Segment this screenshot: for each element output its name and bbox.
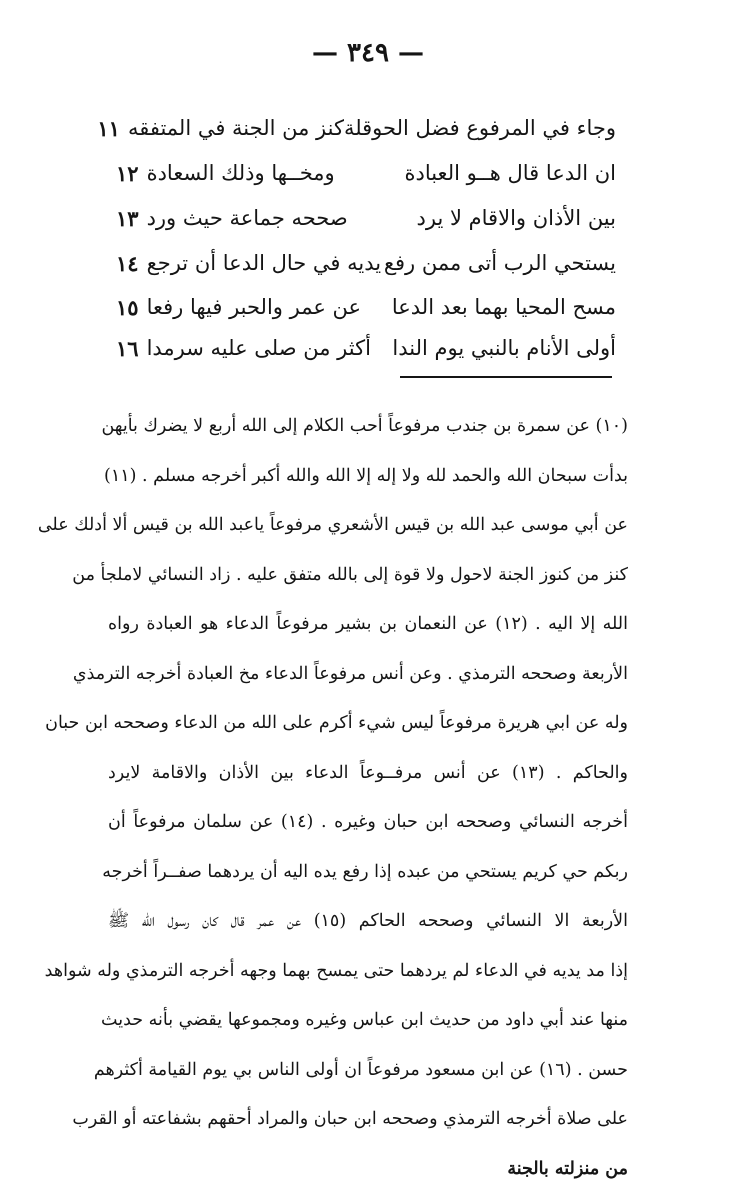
commentary-line: إذا مد يديه في الدعاء لم يردهما حتى يمسح بهما وجهه أخرجه الترمذي وله شواهد [108,947,628,997]
verse-second-hemistich: كنز من الجنة في المتفقه [128,116,344,140]
verse-second-hemistich: عن عمر والحبر فيها رفعا [147,295,362,319]
commentary-line: عن أبي موسى عبد الله بن قيس الأشعري مرفوعاً ياعبد الله بن قيس ألا أدلك على [108,501,628,551]
commentary-line: أخرجه النسائي وصححه ابن حبان وغيره . (١٤) عن سلمان مرفوعاً أن [108,798,628,848]
commentary-line: الأربعة وصححه الترمذي . وعن أنس مرفوعاً الدعاء مخ العبادة أخرجه الترمذي [108,650,628,700]
commentary-line: على صلاة أخرجه الترمذي وصححه ابن حبان والمراد أحقهم بشفاعته أو القرب [108,1095,628,1145]
separator-rule [400,376,612,378]
verse-number: ١٣ [116,206,139,231]
commentary-line: (١٠) عن سمرة بن جندب مرفوعاً أحب الكلام إلى الله أربع لا يضرك بأيهن [108,402,628,452]
commentary-block [108,402,628,1194]
verse-number: ١٤ [116,251,139,276]
commentary-line: من منزلته بالجنة [108,1145,628,1194]
verse-line [116,108,616,148]
verse-line [116,243,616,283]
commentary-line: وله عن ابي هريرة مرفوعاً ليس شيء أكرم على الله من الدعاء وصححه ابن حبان [108,699,628,749]
verse-second-hemistich: يديه في حال الدعا أن ترجع [147,251,382,275]
commentary-line: كنز من كنوز الجنة لاحول ولا قوة إلى بالله متفق عليه . زاد النسائي لاملجأ من [108,551,628,601]
verse-number: ١١ [97,116,120,141]
verse-second-hemistich: أكثر من صلى عليه سرمدا [147,336,371,360]
commentary-line: بدأت سبحان الله والحمد لله ولا إله إلا الله والله أكبر أخرجه مسلم . (١١) [108,452,628,502]
verse-line [116,153,616,193]
verse-number: ١٥ [116,295,139,320]
verse-number: ١٦ [116,336,139,361]
verse-line [116,328,616,368]
verse-second-hemistich: ومخــها وذلك السعادة [147,161,335,185]
commentary-line: ربكم حي كريم يستحي من عبده إذا رفع يده اليه أن يردهما صفــراً أخرجه [108,848,628,898]
page-number: — ٣٤٩ — [0,38,736,68]
verse-second-hemistich: صححه جماعة حيث ورد [147,206,348,230]
commentary-line: الله إلا اليه . (١٢) عن النعمان بن بشير مرفوعاً الدعاء هو العبادة رواه [108,600,628,650]
verse-number: ١٢ [116,161,139,186]
commentary-line: منها عند أبي داود من حديث ابن عباس وغيره ومجموعها يقضي بأنه حديث [108,996,628,1046]
verse-first-hemistich: ان الدعا قال هــو العبادة [404,161,616,185]
verse-line [116,198,616,238]
verse-first-hemistich: مسح المحيا بهما بعد الدعا [392,295,616,319]
verse-first-hemistich: يستحي الرب أتى ممن رفع [384,251,616,275]
commentary-line: حسن . (١٦) عن ابن مسعود مرفوعاً ان أولى الناس بي يوم القيامة أكثرهم [108,1046,628,1096]
verse-first-hemistich: وجاء في المرفوع فضل الحوقلة [344,116,616,140]
verse-first-hemistich: بين الأذان والاقام لا يرد [417,206,616,230]
verse-first-hemistich: أولى الأنام بالنبي يوم الندا [392,336,616,360]
commentary-line: والحاكم . (١٣) عن أنس مرفــوعاً الدعاء بين الأذان والاقامة لايرد [108,749,628,799]
commentary-line: الأربعة الا النسائي وصححه الحاكم (١٥) عن عمر قال كان رسول الله ﷺ [108,897,628,947]
verse-line [116,287,616,327]
